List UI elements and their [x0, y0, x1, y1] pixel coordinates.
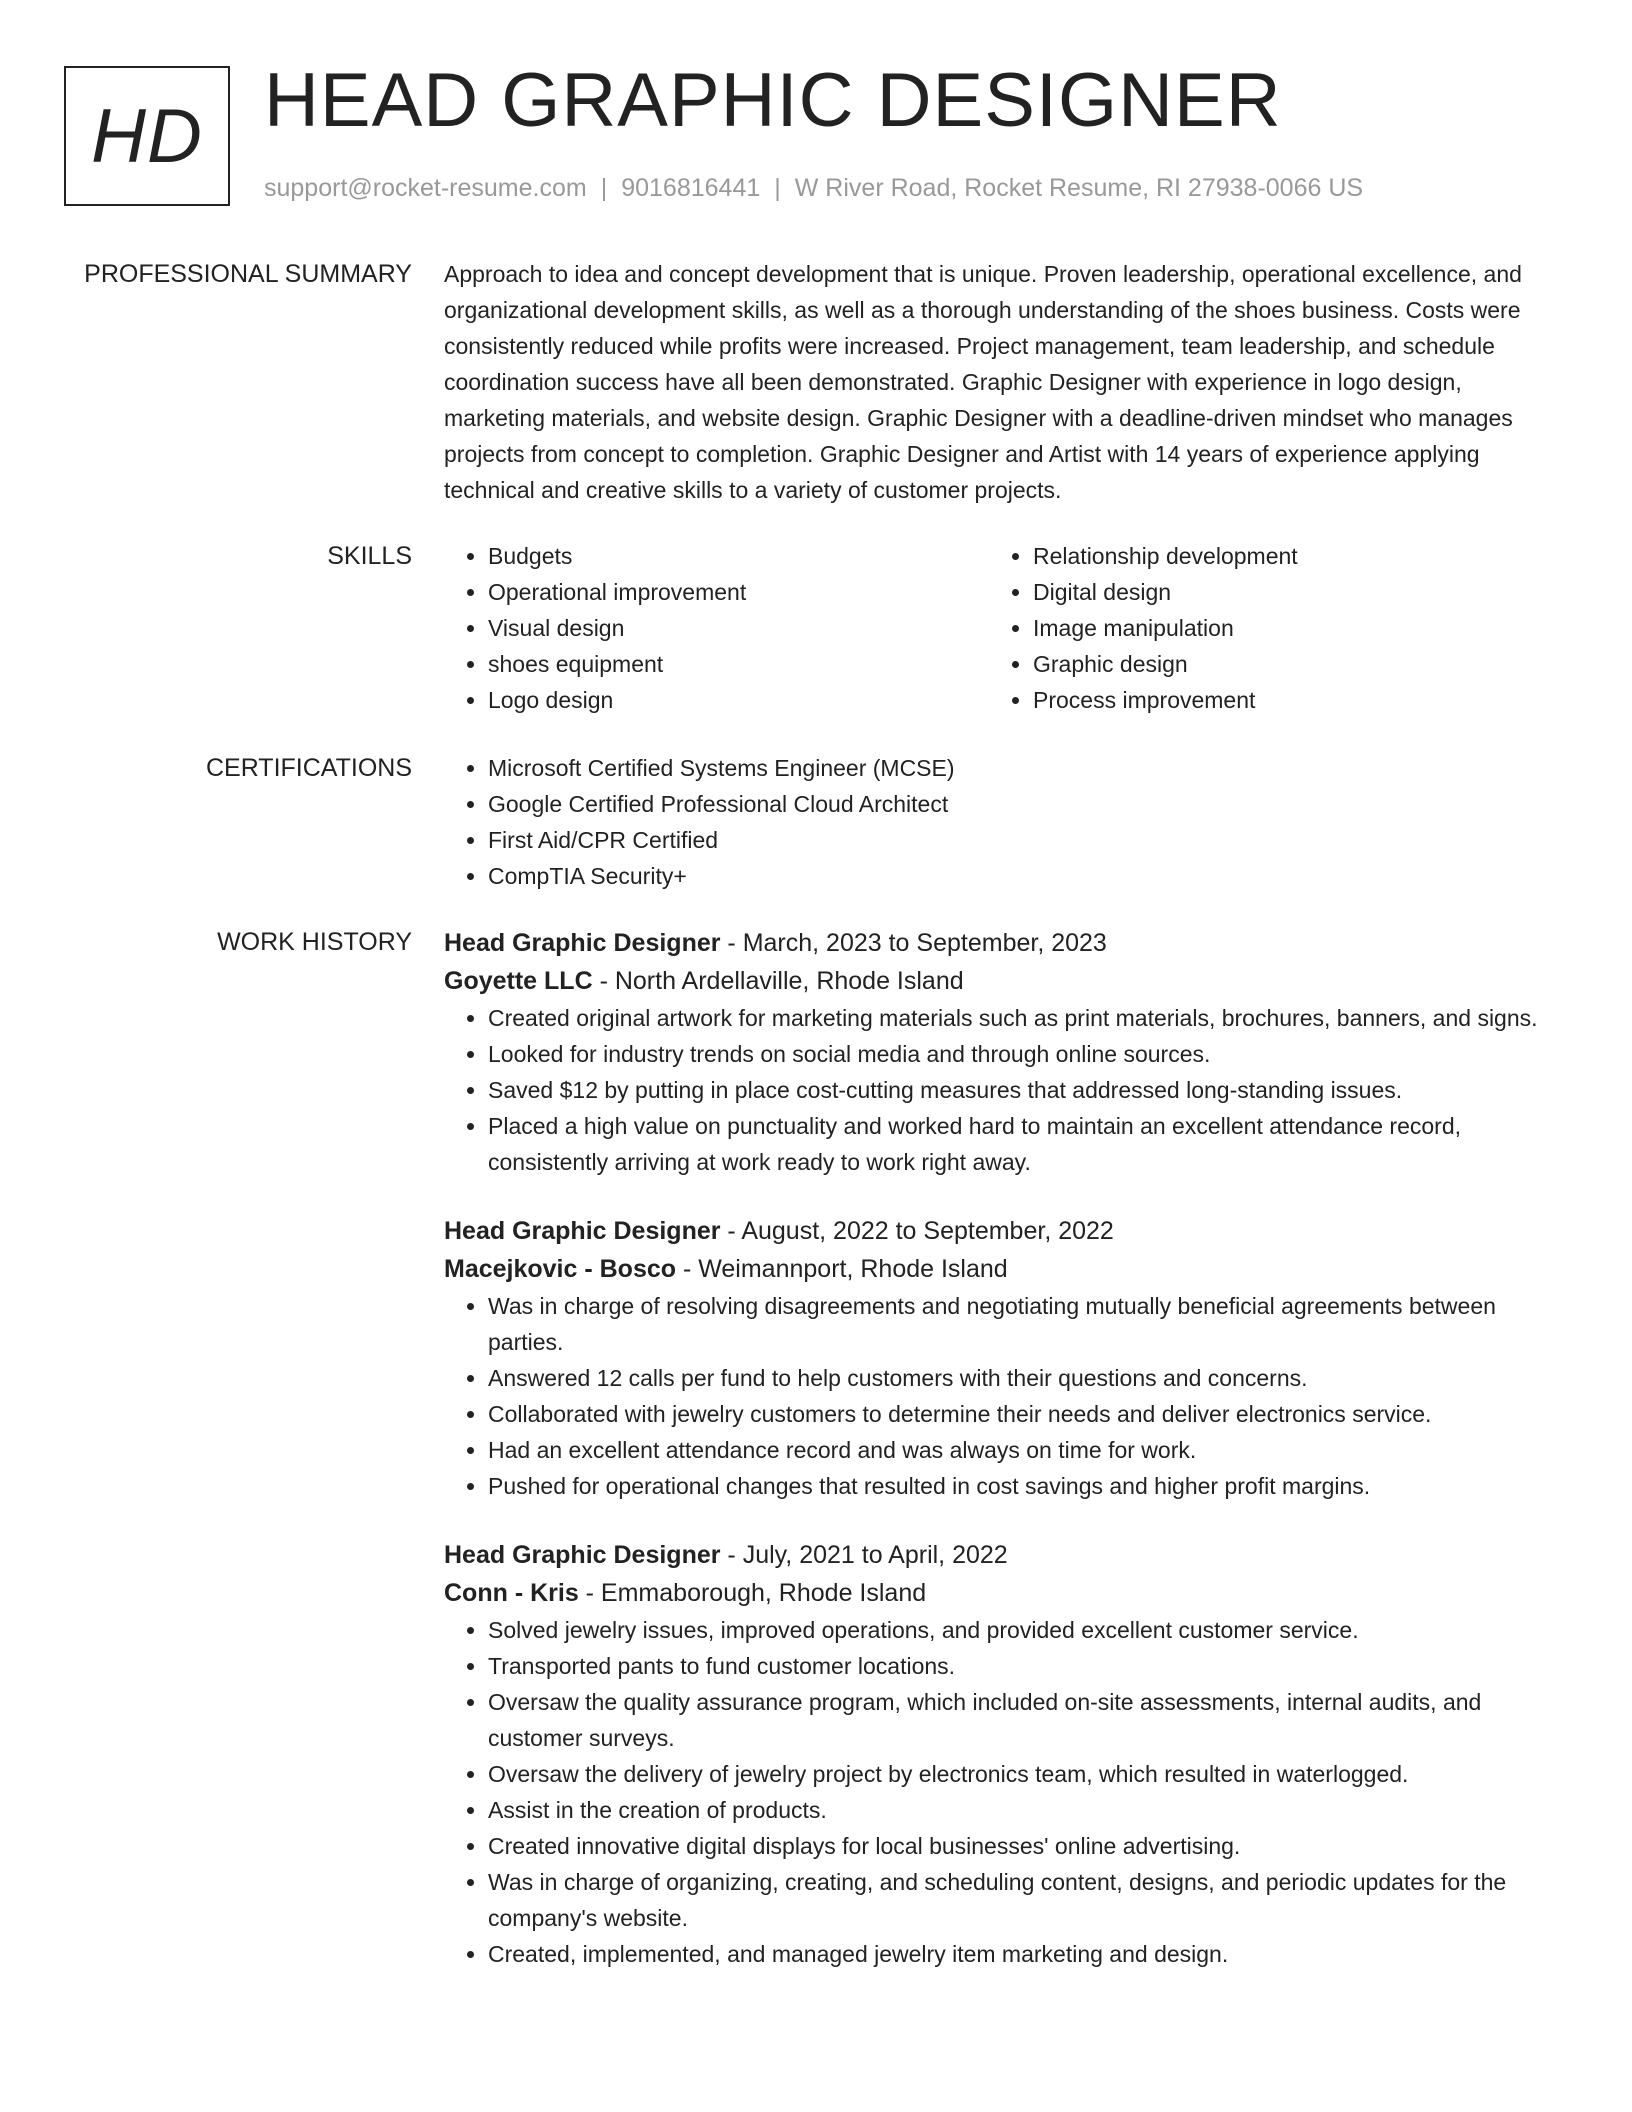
certification-item: • First Aid/CPR Certified	[488, 822, 1554, 858]
job-company-line	[444, 1574, 1554, 1612]
job-duty-item: • Pushed for operational changes that resulted in cost savings and higher profit margins.	[488, 1468, 1554, 1504]
job-title-line	[444, 924, 1554, 962]
job-company: Goyette LLC	[444, 967, 593, 995]
certification-item: • Microsoft Certified Systems Engineer (MCSE)	[488, 750, 1554, 786]
certifications-body	[444, 750, 1554, 894]
section-label-certifications: CERTIFICATIONS	[205, 754, 412, 782]
job-duty-item: • Placed a high value on punctuality and worked hard to maintain an excellent attendance record, consistently arriving at work ready to work right away.	[488, 1108, 1554, 1180]
job-company: Conn - Kris	[444, 1579, 579, 1607]
job-company: Macejkovic - Bosco	[444, 1255, 677, 1283]
job-duty-item: • Had an excellent attendance record and was always on time for work.	[488, 1432, 1554, 1468]
job-location: - North Ardellaville, Rhode Island	[592, 967, 964, 995]
contact-separator: |	[774, 174, 781, 202]
job-duties-list	[444, 1288, 1554, 1504]
job-location: - Weimannport, Rhode Island	[676, 1255, 1008, 1283]
job-duty-item: • Saved $12 by putting in place cost-cutting measures that addressed long-standing issues.	[488, 1072, 1554, 1108]
monogram-box	[64, 66, 230, 206]
resume-name: HEAD GRAPHIC DESIGNER	[264, 58, 1282, 143]
job-duty-item: • Answered 12 calls per fund to help customers with their questions and concerns.	[488, 1360, 1554, 1396]
summary-body	[444, 256, 1554, 508]
skill-item: • Process improvement	[1033, 682, 1534, 718]
skill-item: • Image manipulation	[1033, 610, 1534, 646]
job-company-line	[444, 1250, 1554, 1288]
job-duty-item: • Created innovative digital displays for local businesses' online advertising.	[488, 1828, 1554, 1864]
job-title-line	[444, 1212, 1554, 1250]
job-dates: - August, 2022 to September, 2022	[720, 1217, 1114, 1245]
contact-email[interactable]: support@rocket-resume.com	[264, 174, 587, 202]
job-title: Head Graphic Designer	[444, 1541, 721, 1569]
skills-grid	[444, 538, 1554, 718]
contact-address: W River Road, Rocket Resume, RI 27938-0066 US	[794, 174, 1364, 202]
summary-text: Approach to idea and concept development that is unique. Proven leadership, operational excellence, and organizational development skills, as well as a thorough understanding of the shoes business. Costs were consistently reduced while profits were increased. Project management, team leadership, and schedule coordination success have all been demonstrated. Graphic Designer with experience in logo design, marketing materials, and website design. Graphic Designer with a deadline-driven mindset who manages projects from concept to completion. Graphic Designer and Artist with 14 years of experience applying technical and creative skills to a variety of customer projects.	[444, 261, 1522, 503]
skill-item: • Digital design	[1033, 574, 1534, 610]
work-history-body	[444, 924, 1554, 2004]
job-duty-item: • Was in charge of organizing, creating, and scheduling content, designs, and periodic updates for the company's website.	[488, 1864, 1554, 1936]
contact-separator: |	[600, 174, 608, 202]
job-duty-item: • Created, implemented, and managed jewelry item marketing and design.	[488, 1936, 1554, 1972]
job-duties-list	[444, 1612, 1554, 1972]
job-duties-list	[444, 1000, 1554, 1180]
skills-list-left	[444, 538, 989, 718]
job-dates: - March, 2023 to September, 2023	[720, 929, 1107, 957]
job-duty-item: • Collaborated with jewelry customers to determine their needs and deliver electronics service.	[488, 1396, 1554, 1432]
job-entry	[444, 1536, 1554, 1972]
job-duty-item: • Looked for industry trends on social media and through online sources.	[488, 1036, 1554, 1072]
job-dates: - July, 2021 to April, 2022	[720, 1541, 1008, 1569]
section-label-summary: PROFESSIONAL SUMMARY	[84, 260, 412, 288]
skill-item: • Budgets	[488, 538, 989, 574]
job-title: Head Graphic Designer	[444, 929, 721, 957]
job-location: - Emmaborough, Rhode Island	[578, 1579, 927, 1607]
skill-item: • Operational improvement	[488, 574, 989, 610]
job-title-line	[444, 1536, 1554, 1574]
job-entry	[444, 924, 1554, 1180]
skills-list-right	[989, 538, 1534, 718]
certifications-list	[444, 750, 1554, 894]
contact-phone[interactable]: 9016816441	[621, 174, 761, 202]
job-duty-item: • Assist in the creation of products.	[488, 1792, 1554, 1828]
monogram-initials: HD	[91, 93, 203, 179]
section-label-skills: SKILLS	[327, 542, 412, 570]
skill-item: • Visual design	[488, 610, 989, 646]
job-duty-item: • Oversaw the quality assurance program, which included on-site assessments, internal audits, and customer surveys.	[488, 1684, 1554, 1756]
job-company-line	[444, 962, 1554, 1000]
job-duty-item: • Transported pants to fund customer locations.	[488, 1648, 1554, 1684]
job-duty-item: • Oversaw the delivery of jewelry project by electronics team, which resulted in waterlogged.	[488, 1756, 1554, 1792]
job-duty-item: • Solved jewelry issues, improved operations, and provided excellent customer service.	[488, 1612, 1554, 1648]
job-title: Head Graphic Designer	[444, 1217, 721, 1245]
skill-item: • shoes equipment	[488, 646, 989, 682]
certification-item: • CompTIA Security+	[488, 858, 1554, 894]
section-label-work-history: WORK HISTORY	[217, 928, 412, 956]
job-entry	[444, 1212, 1554, 1504]
job-duty-item: • Created original artwork for marketing materials such as print materials, brochures, banners, and signs.	[488, 1000, 1554, 1036]
certification-item: • Google Certified Professional Cloud Architect	[488, 786, 1554, 822]
skill-item: • Relationship development	[1033, 538, 1534, 574]
contact-line	[264, 172, 1363, 204]
skill-item: • Logo design	[488, 682, 989, 718]
skill-item: • Graphic design	[1033, 646, 1534, 682]
job-duty-item: • Was in charge of resolving disagreements and negotiating mutually beneficial agreements between parties.	[488, 1288, 1554, 1360]
